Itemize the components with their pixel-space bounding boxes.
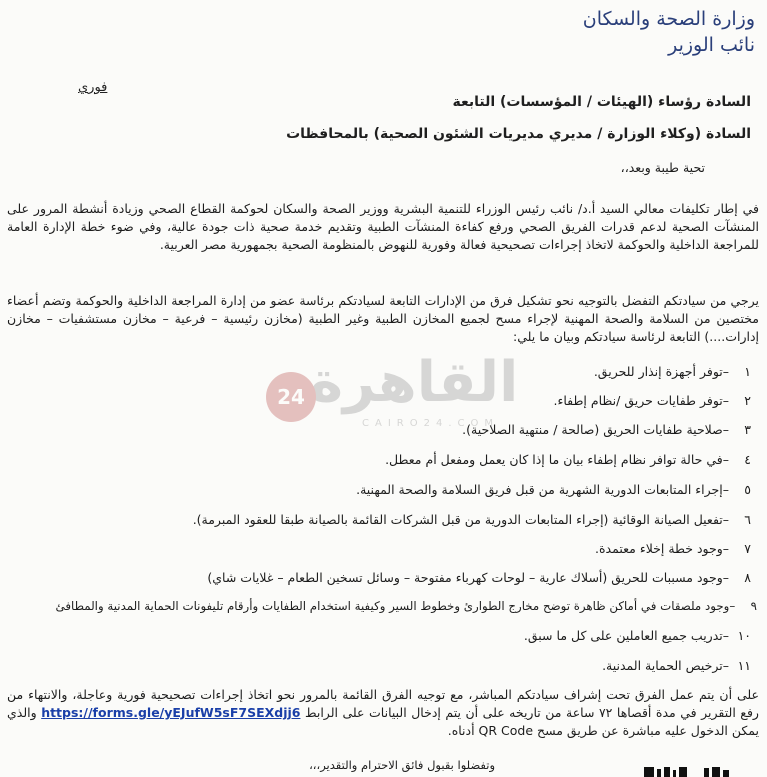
list-item: ١١ –ترخيص الحماية المدنية. (602, 658, 751, 673)
office-name: نائب الوزير (668, 34, 755, 56)
list-item: ١ –توفر أجهزة إنذار للحريق. (593, 364, 751, 379)
watermark-text: القاهرة (310, 350, 519, 415)
list-item: ٩ –وجود ملصقات في أماكن ظاهرة توضح مخارج الطوارئ وخطوط السير وكيفية استخدام الطفايات وأرقام تليفونات الحماية المدنية والمطافئ (55, 599, 757, 613)
request-paragraph: يرجي من سيادتكم التفضل بالتوجيه نحو تشكيل فرق من الإدارات التابعة لسيادتكم برئاسة عضو من إدارة المراجعة الداخلية والحوكمة وتضم أعضاء مختصين من السلامة والصحة المهنية لإجراء مسح لجميع المخازن الطبية وغير الطبية (مخازن رئيسية – فرعية – مخازن مستشفيات – مخازن إدارات....) التابعة لرئاسة سيادتكم وبيان ما يلي: (7, 293, 759, 344)
list-item: ٥ –إجراء المتابعات الدورية الشهرية من قبل فريق السلامة والصحة المهنية. (356, 482, 751, 497)
list-item: ٣ –صلاحية طفايات الحريق (صالحة / منتهية الصلاحية). (462, 422, 751, 437)
addressee-2: السادة (وكلاء الوزارة / مديري مديريات الشئون الصحية) بالمحافظات (286, 126, 751, 142)
qr-code-icon[interactable] (644, 764, 734, 777)
addressee-1: السادة رؤساء (الهيئات / المؤسسات) التابعة (452, 94, 751, 110)
list-item: ١٠ –تدريب جميع العاملين على كل ما سبق. (523, 628, 751, 643)
final-text-after: والذي يمكن الدخول عليه مباشرة عن طريق مسح QR Code أدناه. (7, 705, 759, 738)
final-paragraph (7, 686, 759, 740)
list-item: ٨ –وجود مسببات للحريق (أسلاك عارية – لوحات كهرباء مفتوحة – وسائل تسخين الطعام – غلايات شاي) (207, 570, 751, 585)
greeting: تحية طيبة وبعد،، (620, 160, 705, 175)
ministry-name: وزارة الصحة والسكان (582, 8, 755, 30)
list-item: ٢ –توفر طفايات حريق /نظام إطفاء. (553, 393, 751, 408)
urgent-label: فوري (78, 80, 108, 95)
letterhead (583, 6, 755, 58)
form-link[interactable]: https://forms.gle/yEJufW5sF7SEXdjj6 (41, 705, 301, 720)
list-item: ٤ –في حالة توافر نظام إطفاء بيان ما إذا كان يعمل ومفعل أم معطل. (385, 452, 751, 467)
final-text-before: على أن يتم عمل الفرق تحت إشراف سيادتكم المباشر، مع توجيه الفرق القائمة بالمرور نحو اتخاذ إجراءات تصحيحية فورية وعاجلة، والانتهاء من رفع التقرير في مدة أقصاها ٧٢ ساعة من تاريخه على أن يتم إدخال البيانات على الرابط (7, 687, 759, 720)
watermark-badge: 24 (266, 372, 316, 422)
watermark-subtext: CAIRO24.COM (362, 418, 499, 429)
intro-paragraph: في إطار تكليفات معالي السيد أ.د/ نائب رئيس الوزراء للتنمية البشرية ووزير الصحة والسكان لحوكمة القطاع الصحي وزيادة أنشطة المرور على المنشآت الصحية لدعم قدرات الفريق الصحي ورفع كفاءة المنشآت الطبية وتقديم خدمة صحية ذات جودة عالية، وفي ضوء خطة الإدارة العامة للمراجعة الداخلية والحوكمة لاتخاذ إجراءات تصحيحية فعالة وفورية للنهوض بالمنظومة الصحية بجمهورية مصر العربية. (7, 201, 759, 252)
closing-line: وتفضلوا بقبول فائق الاحترام والتقدير،،، (309, 758, 495, 772)
list-item: ٦ –تفعيل الصيانة الوقائية (إجراء المتابعات الدورية من قبل الشركات القائمة بالصيانة طبقا للعقود المبرمة). (192, 512, 751, 527)
list-item: ٧ –وجود خطة إخلاء معتمدة. (595, 541, 751, 556)
